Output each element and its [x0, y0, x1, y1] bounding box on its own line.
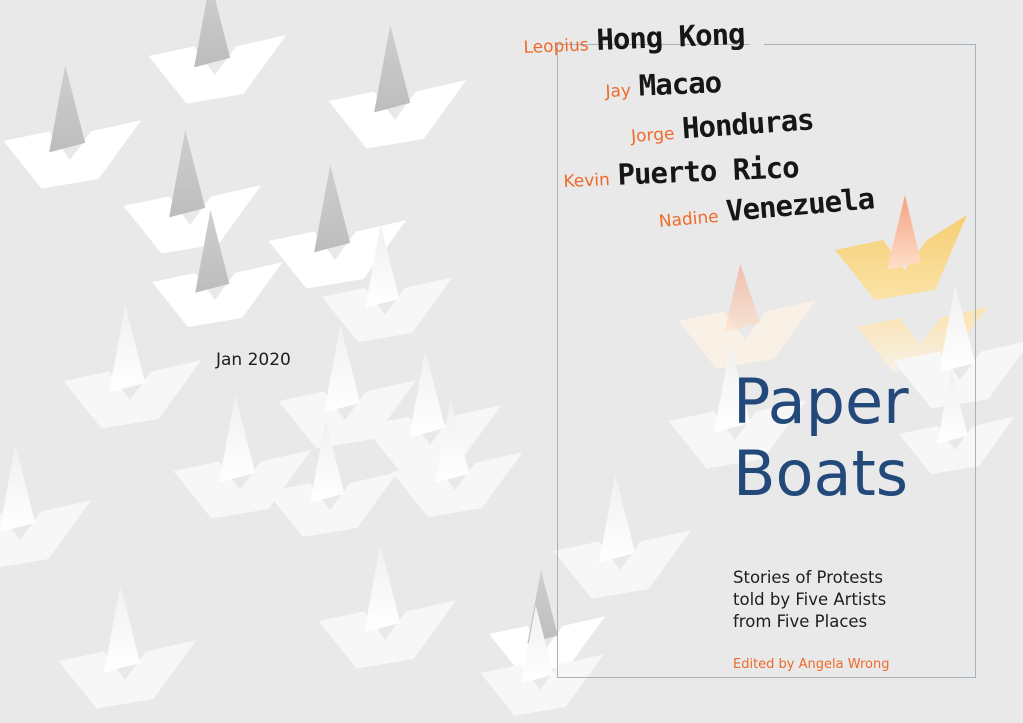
paper-boat — [124, 130, 262, 254]
place-name: Venezuela — [724, 181, 876, 229]
paper-boat — [63, 305, 201, 429]
paper-boat — [58, 585, 196, 709]
paper-boat — [329, 25, 467, 149]
place-name: Hong Kong — [595, 16, 746, 57]
subtitle-line-2: told by Five Artists — [733, 590, 887, 609]
artist-name: Leopius — [523, 35, 590, 59]
book-title-line-2: Boats — [733, 437, 909, 510]
book-title-line-1: Paper — [733, 365, 909, 438]
paper-boat — [319, 545, 457, 669]
artist-name: Jay — [605, 80, 632, 103]
place-name: Macao — [638, 65, 722, 103]
artist-place-pair — [605, 65, 722, 104]
paper-boat — [0, 445, 91, 569]
artist-name: Nadine — [658, 206, 720, 233]
publication-date: Jan 2020 — [216, 350, 291, 370]
paper-boat — [3, 65, 141, 189]
artist-name: Jorge — [630, 124, 676, 148]
book-title — [733, 366, 909, 510]
paper-boat — [149, 0, 287, 103]
artist-name: Kevin — [563, 170, 611, 193]
editor-credit: Edited by Angela Wrong — [733, 657, 890, 672]
book-subtitle — [733, 567, 886, 633]
subtitle-line-3: from Five Places — [733, 612, 868, 631]
place-name: Honduras — [680, 102, 815, 146]
subtitle-line-1: Stories of Protests — [733, 568, 884, 587]
frame-gap — [750, 40, 764, 48]
place-name: Puerto Rico — [616, 150, 800, 192]
